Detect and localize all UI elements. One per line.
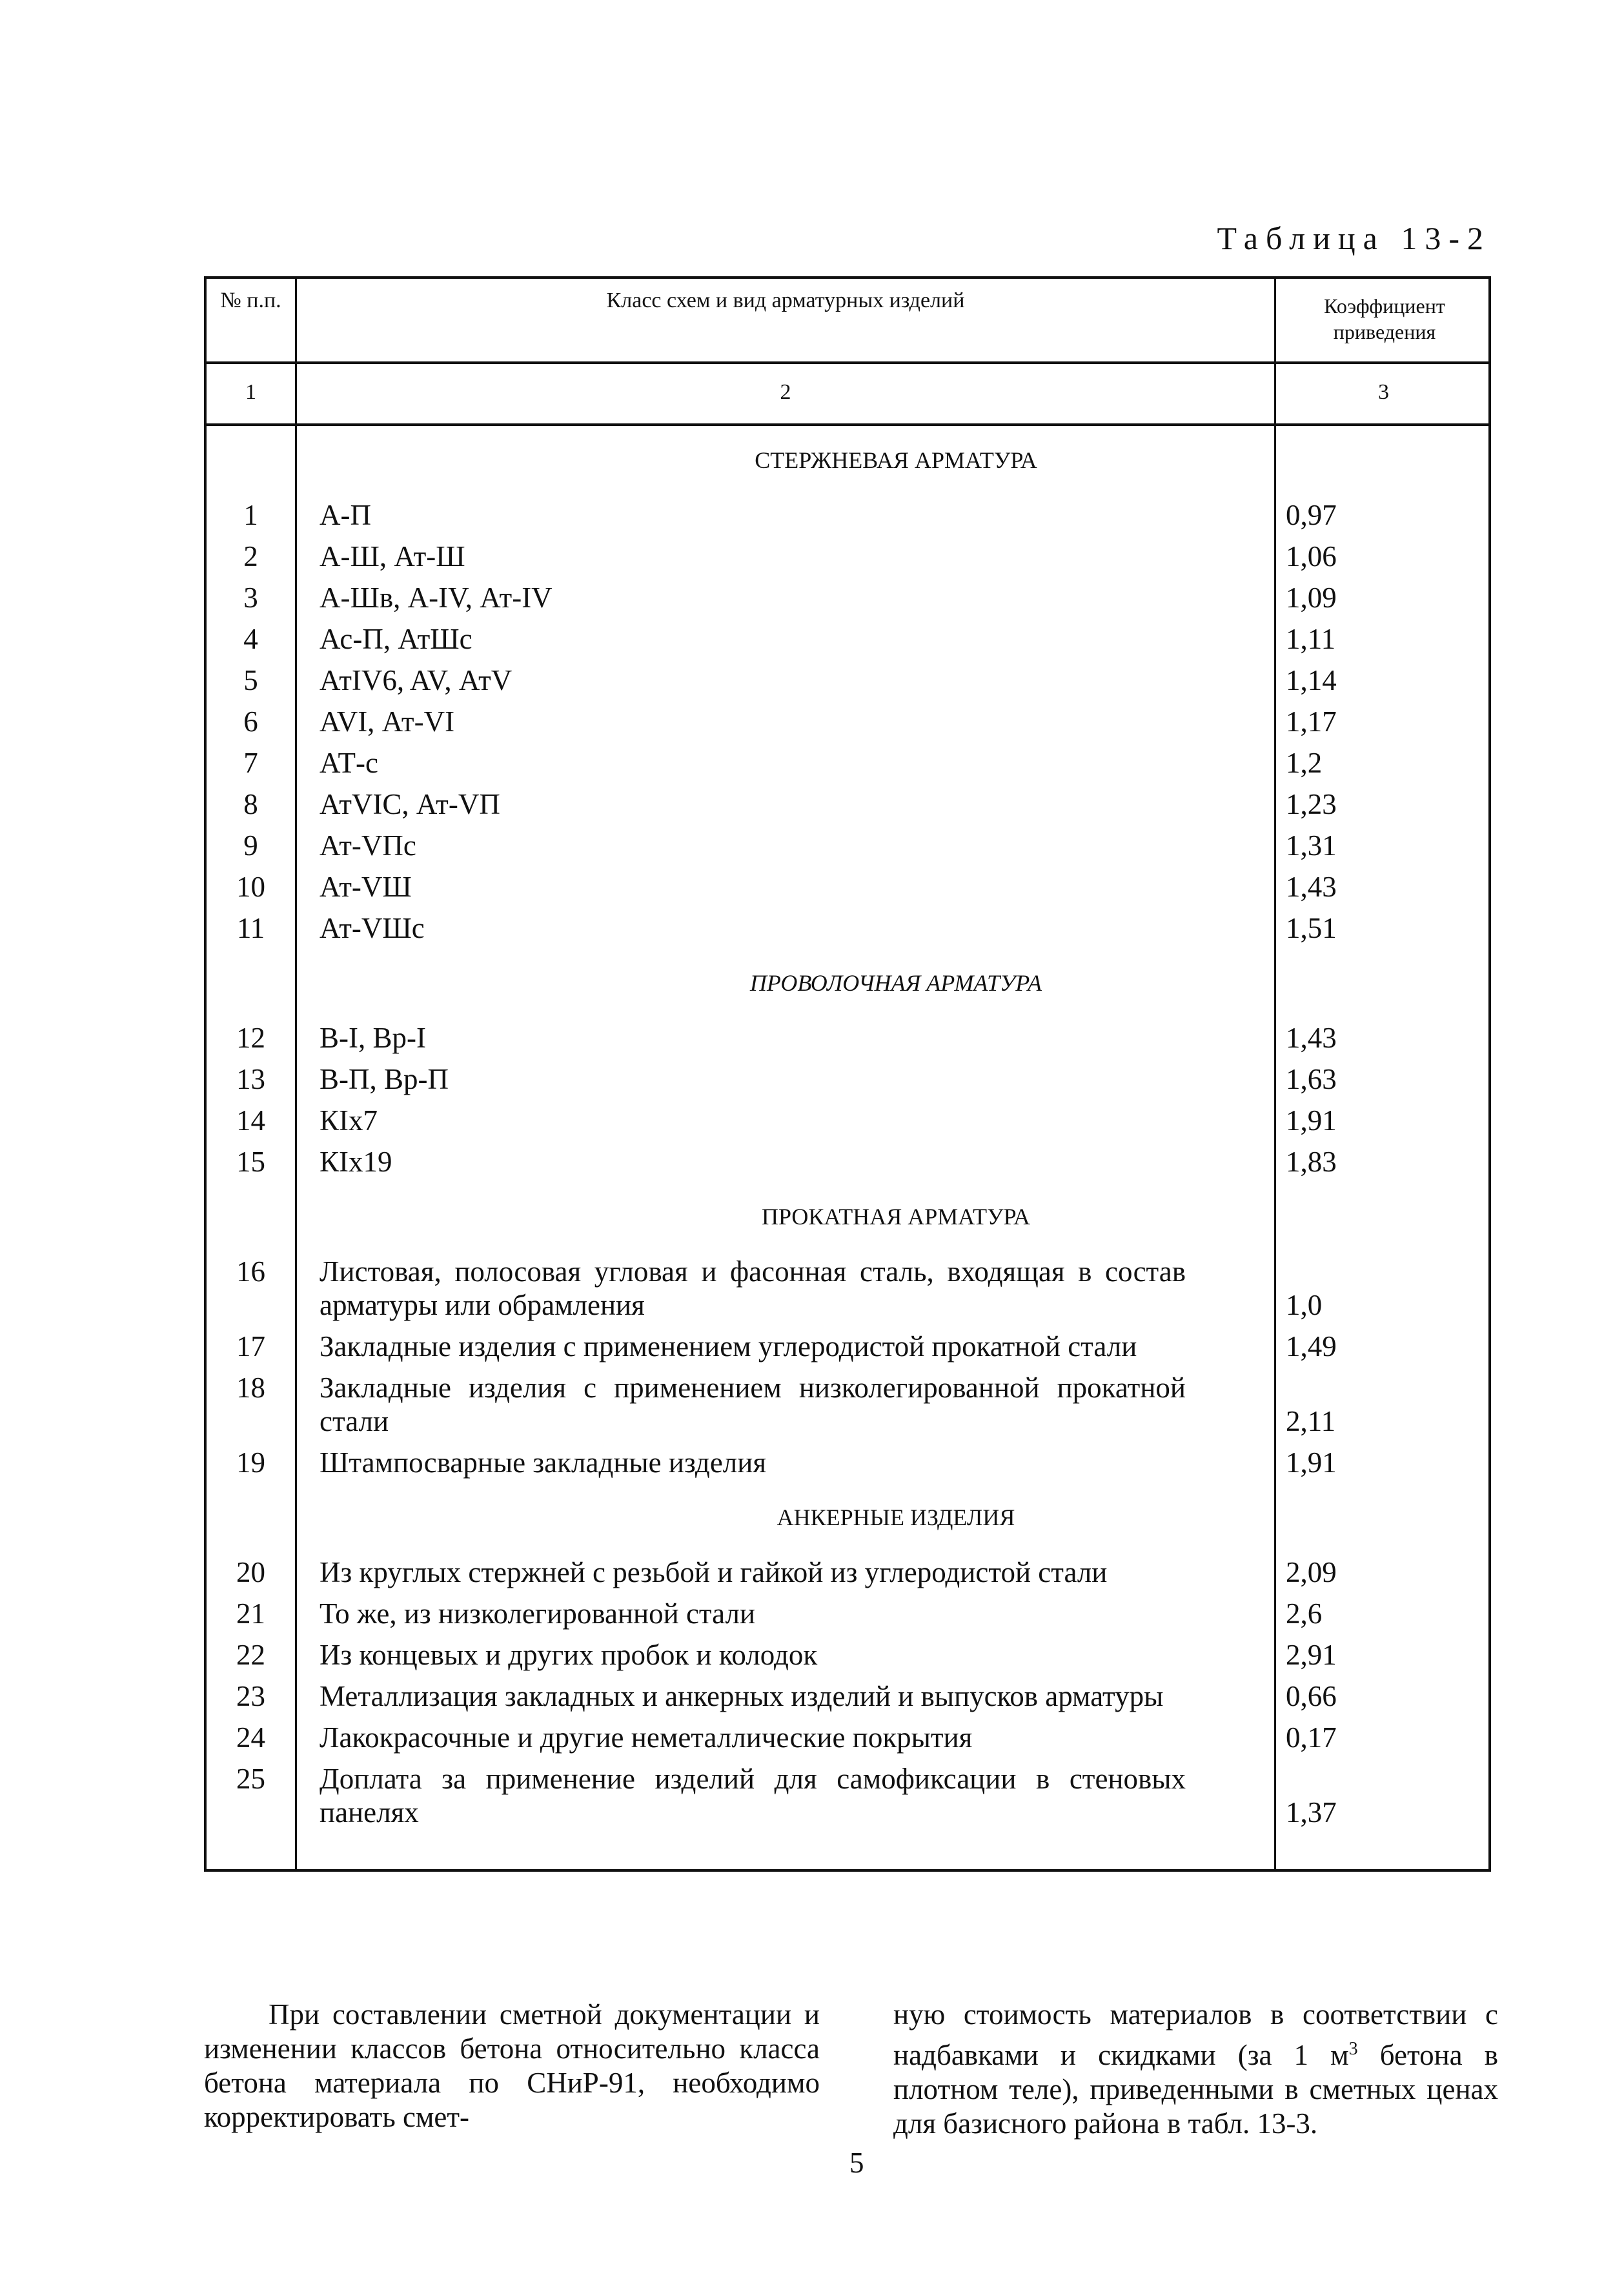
table-row [207, 618, 1488, 660]
row-number: 21 [236, 1597, 265, 1630]
section-heading: СТЕРЖНЕВАЯ АРМАТУРА [755, 447, 1037, 473]
row-coefficient: 1,83 [1286, 1146, 1337, 1178]
row-description: Ас-П, АтШс [320, 623, 472, 655]
column-number-2: 2 [780, 380, 791, 404]
row-coefficient: 1,91 [1286, 1104, 1337, 1137]
column-number-3: 3 [1378, 380, 1389, 404]
row-number: 19 [236, 1446, 265, 1479]
row-number: 23 [236, 1680, 265, 1712]
table-row [207, 494, 1488, 536]
row-number: 22 [236, 1639, 265, 1671]
row-number: 14 [236, 1104, 265, 1137]
row-number: 15 [236, 1146, 265, 1178]
row-number: 5 [243, 664, 258, 696]
table-row [207, 1251, 1488, 1326]
row-description: Ат-VШ [320, 871, 412, 903]
row-description: КIх19 [320, 1146, 392, 1178]
row-coefficient: 1,06 [1286, 540, 1337, 572]
table-row [207, 536, 1488, 577]
row-description: А-П [320, 499, 371, 531]
row-coefficient: 2,6 [1286, 1597, 1323, 1630]
row-number: 1 [243, 499, 258, 531]
row-description: Доплата за применение изделий для самофиксации в стеновых панелях [320, 1763, 1186, 1828]
row-description: Из концевых и других пробок и колодок [320, 1639, 818, 1671]
row-number: 13 [236, 1063, 265, 1095]
row-coefficient: 1,43 [1286, 871, 1337, 903]
row-description: Закладные изделия с применением углеродистой прокатной стали [320, 1330, 1137, 1362]
table-row [207, 1367, 1488, 1442]
row-coefficient: 1,23 [1286, 788, 1337, 820]
paragraph-right [893, 1998, 1498, 2141]
row-description: АтIV6, AV, АтV [320, 664, 513, 696]
paragraph-right-text-b: бетона в плотном теле), приведенными в сметных ценах для базисного района в табл. 13-3. [893, 2039, 1498, 2140]
table-row [207, 825, 1488, 866]
table-row [207, 1552, 1488, 1593]
table-row [207, 701, 1488, 742]
row-description: А-Шв, А-IV, Ат-IV [320, 582, 553, 614]
table-row [207, 1017, 1488, 1058]
page-number: 5 [849, 2147, 864, 2179]
row-coefficient: 1,91 [1286, 1446, 1337, 1479]
row-coefficient: 1,11 [1286, 623, 1336, 655]
table-row [207, 660, 1488, 701]
row-description: То же, из низколегированной стали [320, 1597, 756, 1630]
row-coefficient: 0,66 [1286, 1680, 1337, 1712]
row-number: 6 [243, 705, 258, 738]
row-coefficient: 1,14 [1286, 664, 1337, 696]
row-coefficient: 2,09 [1286, 1556, 1337, 1588]
row-coefficient: 1,0 [1286, 1289, 1323, 1321]
row-number: 18 [236, 1372, 265, 1404]
row-number: 12 [236, 1022, 265, 1054]
row-number: 2 [243, 540, 258, 572]
row-description: Лакокрасочные и другие неметаллические покрытия [320, 1721, 973, 1754]
row-number: 8 [243, 788, 258, 820]
row-coefficient: 2,11 [1286, 1405, 1336, 1437]
row-coefficient: 0,17 [1286, 1721, 1337, 1754]
table-row [207, 1634, 1488, 1676]
paragraph-left-text: При составлении сметной документации и изменении классов бетона относительно класса бетона материала по СНиР-91, необходимо корректировать смет- [204, 1998, 820, 2133]
table-row [207, 784, 1488, 825]
row-number: 24 [236, 1721, 265, 1754]
header-number: № п.п. [220, 289, 281, 312]
row-number: 9 [243, 829, 258, 862]
table-body [207, 426, 1488, 1833]
row-coefficient: 0,97 [1286, 499, 1337, 531]
table-row [207, 907, 1488, 949]
table-row [207, 1676, 1488, 1717]
row-coefficient: 1,51 [1286, 912, 1337, 944]
row-description: АТ-с [320, 747, 378, 779]
row-description: Листовая, полосовая угловая и фасонная сталь, входящая в состав арматуры или обрамления [320, 1255, 1186, 1321]
row-description: АтVIС, Ат-VП [320, 788, 500, 820]
row-description: Закладные изделия с применением низколегированной прокатной стали [320, 1372, 1186, 1437]
row-coefficient: 1,37 [1286, 1796, 1337, 1828]
row-description: КIх7 [320, 1104, 378, 1137]
header-divider [207, 361, 1488, 364]
row-description: В-П, Вр-П [320, 1063, 449, 1095]
table-row [207, 1326, 1488, 1367]
row-number: 10 [236, 871, 265, 903]
row-number: 20 [236, 1556, 265, 1588]
section-heading: ПРОВОЛОЧНАЯ АРМАТУРА [749, 970, 1042, 996]
row-description: AVI, Ат-VI [320, 705, 455, 738]
table-row [207, 1758, 1488, 1833]
row-number: 16 [236, 1255, 265, 1288]
row-number: 11 [236, 912, 265, 944]
table-row [207, 1442, 1488, 1483]
row-description: Ат-VПс [320, 829, 416, 862]
paragraph-left [204, 1998, 820, 2134]
table-row [207, 1593, 1488, 1634]
table-row [207, 1717, 1488, 1758]
paragraph-right-text-a: ную стоимость материалов в соответствии с надбавками и скидками (за 1 м [893, 1998, 1498, 2071]
row-number: 25 [236, 1763, 265, 1795]
table-row [207, 1100, 1488, 1141]
section-heading: ПРОКАТНАЯ АРМАТУРА [761, 1204, 1031, 1230]
table-row [207, 1058, 1488, 1100]
row-number: 3 [243, 582, 258, 614]
row-coefficient: 1,17 [1286, 705, 1337, 738]
row-coefficient: 1,49 [1286, 1330, 1337, 1362]
table-row [207, 742, 1488, 784]
header-coefficient: Коэффициент приведения [1324, 294, 1445, 343]
row-coefficient: 1,2 [1286, 747, 1323, 779]
table-row [207, 577, 1488, 618]
row-number: 7 [243, 747, 258, 779]
section-heading: АНКЕРНЫЕ ИЗДЕЛИЯ [776, 1504, 1015, 1530]
row-coefficient: 1,43 [1286, 1022, 1337, 1054]
row-description: Металлизация закладных и анкерных изделий и выпусков арматуры [320, 1680, 1164, 1712]
row-description: Из круглых стержней с резьбой и гайкой из углеродистой стали [320, 1556, 1108, 1588]
row-description: А-Ш, Ат-Ш [320, 540, 465, 572]
row-number: 17 [236, 1330, 265, 1362]
row-description: Ат-VШс [320, 912, 425, 944]
row-number: 4 [243, 623, 258, 655]
table-title: Таблица 13-2 [1217, 220, 1491, 256]
row-coefficient: 1,63 [1286, 1063, 1337, 1095]
row-coefficient: 2,91 [1286, 1639, 1337, 1671]
column-number-1: 1 [245, 380, 256, 404]
table-row [207, 866, 1488, 907]
row-description: Штампосварные закладные изделия [320, 1446, 767, 1479]
header-name: Класс схем и вид арматурных изделий [606, 289, 965, 312]
coefficient-table [204, 276, 1491, 1872]
table-row [207, 1141, 1488, 1182]
row-coefficient: 1,31 [1286, 829, 1337, 862]
superscript: 3 [1348, 2039, 1358, 2059]
row-coefficient: 1,09 [1286, 582, 1337, 614]
row-description: В-I, Вр-I [320, 1022, 426, 1054]
